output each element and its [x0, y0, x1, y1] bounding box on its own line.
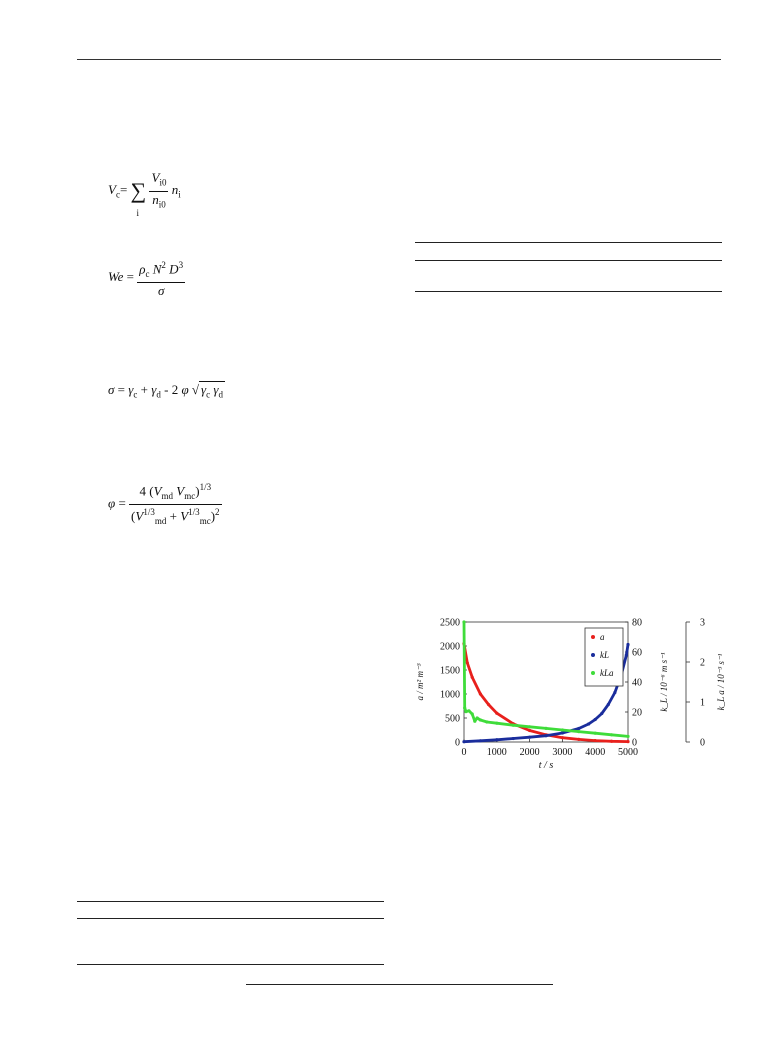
phi-num-a: V	[153, 483, 162, 499]
series-kLa-point	[463, 706, 466, 709]
legend-swatch-a	[591, 635, 595, 639]
vc-lhs-sub: c	[115, 189, 120, 200]
series-a-point	[626, 740, 629, 743]
sigma-lhs: σ	[108, 382, 115, 397]
series-kL-point	[479, 739, 482, 742]
left-tick-label: 2500	[440, 617, 460, 629]
series-kLa-point	[610, 733, 613, 736]
vc-tail: n	[171, 182, 179, 198]
sigma-g1: γ	[128, 382, 134, 397]
right2-tick-label: 1	[700, 697, 705, 709]
right1-tick-label: 60	[632, 647, 642, 659]
right2-tick-label: 3	[700, 617, 705, 629]
right2-axis-label: k_L a / 10⁻³ s⁻¹	[716, 653, 726, 711]
phi-den-b-sub: mc	[199, 515, 211, 526]
sigma-r2-sub: d	[218, 389, 224, 400]
series-kLa-point	[462, 620, 465, 623]
table-rule-top-left	[77, 901, 384, 902]
phi-den-a-sup: 1/3	[143, 506, 155, 517]
series-a-point	[594, 739, 597, 742]
right2-tick-label: 0	[700, 737, 705, 749]
series-kLa-point	[471, 712, 474, 715]
series-kL-point	[561, 731, 564, 734]
right1-tick-label: 80	[632, 617, 642, 629]
left-tick-label: 1000	[440, 689, 460, 701]
we-n-sup: 2	[161, 260, 166, 270]
right1-tick-label: 40	[632, 677, 642, 689]
footnote-rule	[246, 984, 553, 985]
series-kL-point	[577, 727, 580, 730]
right1-tick-label: 20	[632, 707, 642, 719]
series-kLa-point	[485, 720, 488, 723]
series-kLa-point	[577, 730, 580, 733]
phi-num-b-sub: mc	[184, 490, 196, 501]
plot-layer	[415, 618, 726, 772]
sum-index: i	[136, 208, 140, 219]
series-a-point	[466, 661, 469, 664]
x-tick-label: 0	[461, 747, 467, 758]
series-kLa-point	[495, 722, 498, 725]
we-d: D	[169, 261, 179, 277]
series-kL-point	[544, 734, 547, 737]
series-kL-point	[594, 718, 597, 721]
left-tick-label: 2000	[440, 641, 460, 653]
table-rule-mid-left	[77, 918, 384, 919]
right2-tick-label: 2	[700, 657, 705, 669]
x-tick-label: 2000	[519, 747, 540, 758]
legend-swatch-kL	[591, 653, 595, 657]
sigma-r1-sub: c	[206, 389, 211, 400]
table-rule-bottom-right	[415, 291, 722, 292]
series-kL-point	[607, 703, 610, 706]
vc-num: V	[151, 170, 160, 185]
sigma-g2: γ	[151, 382, 157, 397]
phi-num-b: V	[176, 483, 185, 499]
series-kLa-point	[476, 716, 479, 719]
left-tick-label: 0	[455, 737, 460, 749]
series-a-point	[471, 676, 474, 679]
x-tick-label: 5000	[618, 747, 638, 758]
we-lhs: We	[108, 268, 124, 284]
we-den: σ	[157, 282, 165, 298]
phi-den-a: V	[135, 508, 144, 524]
series-kLa-point	[479, 718, 482, 721]
table-rule-bottom-left	[77, 964, 384, 965]
phi-num-exp: 1/3	[199, 482, 212, 492]
legend-swatch-kLa	[591, 671, 595, 675]
x-tick-label: 4000	[585, 747, 606, 758]
series-a-point	[610, 740, 613, 743]
series-kL-point	[462, 740, 465, 743]
sigma-g1-sub: c	[133, 389, 138, 400]
header-rule	[77, 59, 721, 60]
series-a-point	[495, 712, 498, 715]
legend-label-kL: kL	[600, 650, 609, 660]
series-kL-point	[587, 722, 590, 725]
vc-den-sub: i0	[158, 199, 166, 210]
phi-num-coef: 4	[139, 483, 146, 499]
series-kL-point	[600, 712, 603, 715]
equation-phi: φ = $\frac{4 (V_{md} V_{mc})^{1/3}}{(V^{1/3}_{md} + V^{1/3}_{mc})^2}$	[108, 480, 222, 529]
sigma-r2: γ	[213, 382, 219, 397]
series-kLa-point	[464, 710, 467, 713]
series-kLa-point	[512, 724, 515, 727]
phi-den-b-sup: 1/3	[188, 506, 200, 517]
sigma-coef: - 2	[164, 382, 179, 397]
left-tick-label: 1500	[440, 665, 460, 677]
left-axis-label: a / m² m⁻³	[415, 663, 425, 701]
phi-fraction: $\frac{4 (V_{md} V_{mc})^{1/3}}{(V^{1/3}_{md} + V^{1/3}_{mc})^2}$	[131, 482, 220, 526]
table-rule-mid-right	[415, 260, 722, 261]
vc-den: n	[152, 191, 159, 207]
phi-num-a-sub: md	[161, 490, 174, 501]
series-kL-point	[613, 691, 616, 694]
vc-lhs: V	[108, 182, 116, 198]
x-tick-label: 3000	[552, 747, 573, 758]
sum-symbol: ∑ i	[131, 182, 147, 200]
phi-lhs: φ	[108, 495, 116, 511]
sigma-sqrt-arg	[199, 381, 225, 400]
we-d-sup: 3	[178, 260, 184, 270]
sigma-phi: φ	[181, 382, 189, 397]
series-kLa-point	[467, 709, 470, 712]
legend-label-a: a	[600, 632, 605, 642]
equation-sigma: $\sigma = \gamma_c + \gamma_d - 2$ φ √ $\gamma_c$ $\gamma_d$	[108, 382, 224, 400]
right1-tick-label: 0	[632, 737, 637, 749]
sqrt-symbol: √	[191, 382, 200, 397]
vc-tail-sub: i	[178, 189, 181, 200]
phi-den-b: V	[180, 508, 189, 524]
series-kL-point	[528, 736, 531, 739]
series-a-point	[487, 703, 490, 706]
equation-we: We = $\frac{\rho_c N^2 D^3}{\sigma}$	[108, 260, 184, 298]
sigma-r1: γ	[201, 382, 207, 397]
vc-fraction	[149, 170, 168, 212]
right1-axis-label: k_L / 10⁻⁶ m s⁻¹	[659, 652, 669, 712]
we-n: N	[152, 261, 162, 277]
series-a-point	[561, 736, 564, 739]
we-rho-sub: c	[145, 268, 150, 279]
we-rho: ρ	[139, 261, 146, 277]
series-kL-point	[495, 738, 498, 741]
phi-den-a-sub: md	[154, 515, 167, 526]
left-tick-label: 500	[445, 713, 460, 725]
series-kLa-point	[473, 720, 476, 723]
kinetics-chart	[410, 612, 735, 790]
series-a-point	[479, 692, 482, 695]
series-kLa-point	[544, 727, 547, 730]
series-kLa-point	[626, 735, 629, 738]
equation-vc: $V_c=$ ∑ i $\frac{V_{i0}}{n_{i0}}$ $n_i$	[108, 170, 181, 212]
series-kL-point	[512, 737, 515, 740]
x-axis-label: t / s	[538, 760, 554, 771]
series-a-point	[577, 738, 580, 741]
sigma-g2-sub: d	[156, 389, 161, 400]
series-kL-point	[625, 653, 628, 656]
x-tick-label: 1000	[486, 747, 507, 758]
table-rule-top-right	[415, 242, 722, 243]
series-a-point	[528, 729, 531, 732]
series-kL-point	[626, 643, 629, 646]
series-kLa-point	[561, 728, 564, 731]
we-fraction	[137, 258, 185, 298]
vc-num-sub: i0	[159, 177, 167, 188]
series-kLa-point	[594, 732, 597, 735]
phi-den-exp: 2	[215, 506, 220, 517]
series-kLa-point	[528, 725, 531, 728]
legend-label-kLa: kLa	[600, 668, 614, 678]
